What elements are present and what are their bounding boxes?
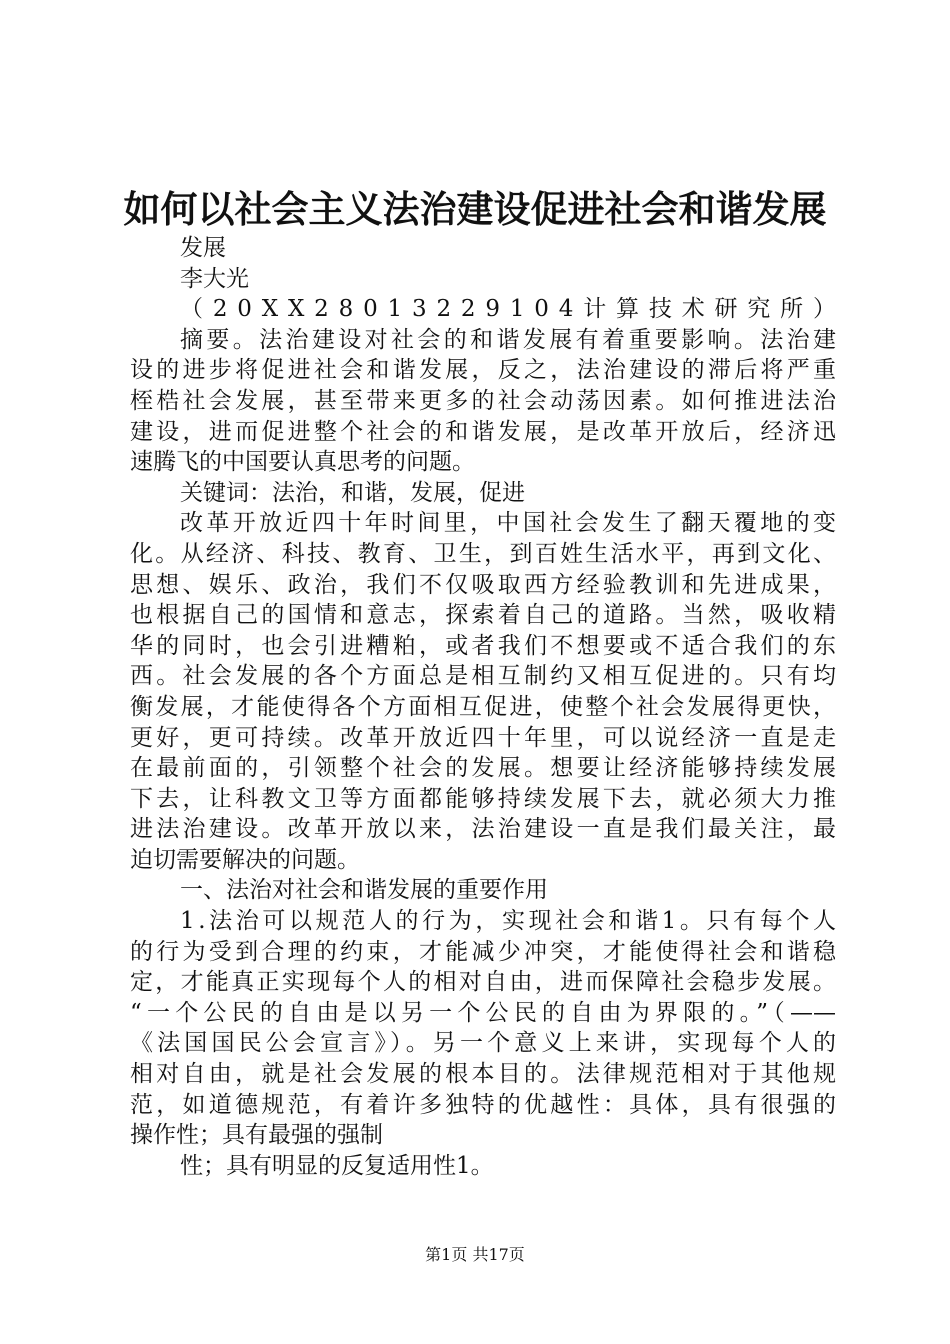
body-line: 更好，更可持续。改革开放近四十年里，可以说经济一直是走 [130, 724, 836, 751]
body-line: 迫切需要解决的问题。 [130, 846, 360, 873]
body-line: 衡发展，才能使得各个方面相互促进，使整个社会发展得更快， [130, 693, 836, 720]
document-title: 如何以社会主义法治建设促进社会和谐发展 [123, 187, 827, 231]
document-body [130, 233, 846, 1181]
body-line: 性；具有明显的反复适用性1。 [180, 1152, 494, 1179]
body-line: 1.法治可以规范人的行为，实现社会和谐1。只有每个人 [180, 908, 840, 935]
body-line: 相对自由，就是社会发展的根本目的。法律规范相对于其他规 [130, 1061, 836, 1088]
body-line: 范，如道德规范，有着许多独特的优越性：具体，具有很强的 [130, 1091, 836, 1118]
body-line: “一个公民的自由是以另一个公民的自由为界限的。”（—— [130, 999, 836, 1026]
body-line: 思想、娱乐、政治，我们不仅吸取西方经验教训和先进成果， [130, 571, 836, 598]
body-line: 速腾飞的中国要认真思考的问题。 [130, 449, 475, 476]
body-line: 华的同时，也会引进糟粕，或者我们不想要或不适合我们的东 [130, 632, 836, 659]
body-line: 设的进步将促进社会和谐发展，反之，法治建设的滞后将严重 [130, 357, 836, 384]
body-line: 《法国国民公会宣言》）。另一个意义上来讲，实现每个人的 [130, 1030, 836, 1057]
body-line: 发展 [180, 235, 226, 261]
body-line: 化。从经济、科技、教育、卫生，到百姓生活水平，再到文化、 [130, 540, 836, 567]
body-line: 在最前面的，引领整个社会的发展。想要让经济能够持续发展 [130, 755, 836, 782]
body-line: 关键词：法治，和谐，发展，促进 [180, 479, 525, 506]
body-line: 李大光 [180, 265, 249, 292]
body-line: 的行为受到合理的约束，才能减少冲突，才能使得社会和谐稳 [130, 938, 836, 965]
body-line: 改革开放近四十年时间里，中国社会发生了翻天覆地的变 [180, 510, 840, 537]
body-line: 操作性；具有最强的强制 [130, 1122, 383, 1149]
body-line: 也根据自己的国情和意志，探索着自己的道路。当然，吸收精 [130, 602, 836, 629]
body-line: 下去，让科教文卫等方面都能够持续发展下去，就必须大力推 [130, 785, 836, 812]
body-line: 西。社会发展的各个方面总是相互制约又相互促进的。只有均 [130, 663, 836, 690]
body-line: 建设，进而促进整个社会的和谐发展，是改革开放后，经济迅 [130, 418, 836, 445]
body-line: 桎梏社会发展，甚至带来更多的社会动荡因素。如何推进法治 [130, 387, 836, 414]
page-footer: 第1页 共17页 [425, 1245, 525, 1264]
body-line: （20XX28013229104计算技术研究所） [180, 296, 846, 323]
body-line: 定，才能真正实现每个人的相对自由，进而保障社会稳步发展。 [130, 969, 836, 996]
body-line: 进法治建设。改革开放以来，法治建设一直是我们最关注，最 [130, 816, 836, 843]
body-line: 一、法治对社会和谐发展的重要作用 [180, 877, 548, 904]
body-line: 摘要。法治建设对社会的和谐发展有着重要影响。法治建 [180, 326, 840, 353]
